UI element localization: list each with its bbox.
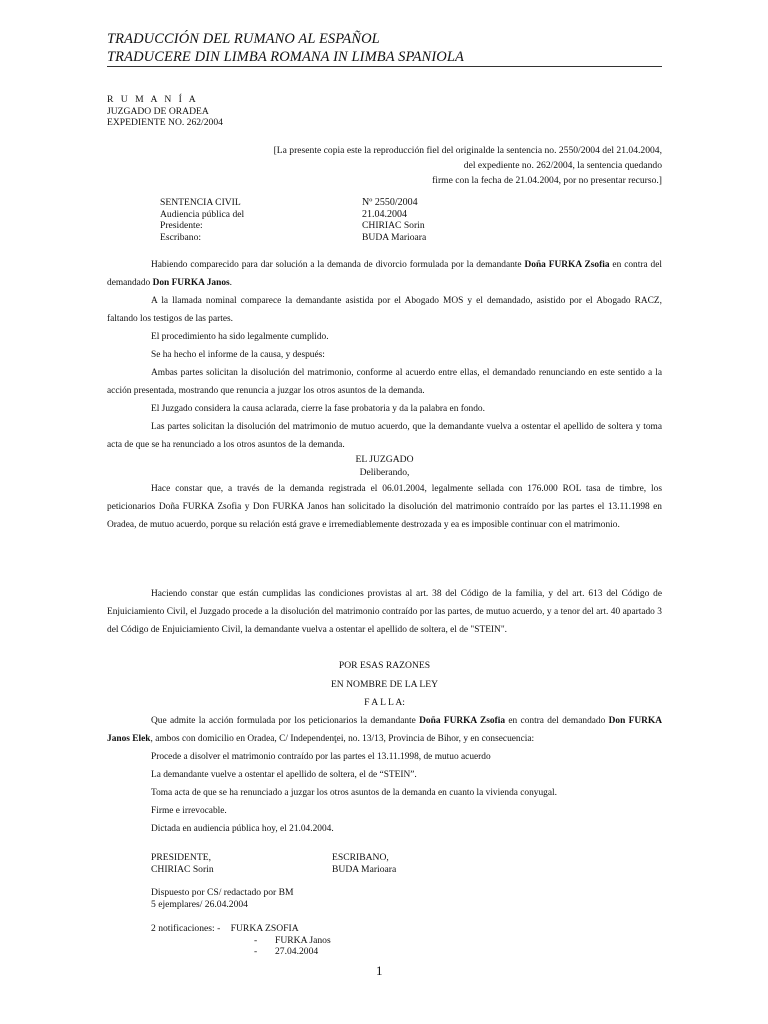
clerk-signature	[332, 852, 396, 875]
paragraph-7: Las partes solicitan la disolución del matrimonio de mutuo acuerdo, que la demandante vuelva a ostentar el apellido de soltera y toma acta de que se ha renunciado a los otros asuntos de la demanda.	[107, 422, 662, 450]
case-info-label: Escribano:	[160, 231, 202, 243]
case-info-label: Presidente:	[160, 220, 203, 231]
paragraph-8: Hace constar que, a través de la demanda registrada el 06.01.2004, legalmente sellada con 176.000 ROL tasa de timbre, los peticionarios Doña FURKA Zsofia y Don FURKA Janos han solicitado la disolución del matrimonio contraído por las partes el 13.11.1998 en Oradea, de mutuo acuerdo, porque su relación está grave e irremediablemente destrozada y ea es imposible continuar con el matrimonio.	[107, 484, 662, 530]
drafted-by: Dispuesto por CS/ redactado por BM	[151, 887, 294, 898]
case-info-value: Nº 2550/2004	[362, 197, 418, 208]
list-dash: -	[254, 946, 258, 957]
deliberating-label: Deliberando,	[359, 467, 410, 478]
reasons-heading: POR ESAS RAZONES	[338, 660, 431, 671]
party-name: Don FURKA Janos Elek	[107, 716, 662, 744]
president-title: PRESIDENTE,	[151, 852, 211, 863]
copy-note-line-3: firme con la fecha de 21.04.2004, por no presentar recurso.]	[432, 175, 662, 186]
notification-row	[151, 935, 451, 947]
case-info-label: Audiencia pública del	[160, 208, 245, 220]
court-heading: EL JUZGADO	[355, 454, 414, 465]
paragraph-5: Ambas partes solicitan la disolución del matrimonio, conforme al acuerdo entre ellas, el demandado renunciando en este sentido a la acción presentada, mostrando que renuncia a juzgar los otros asuntos de la demanda.	[107, 368, 662, 396]
paragraph-2: A la llamada nominal comparece la demandante asistida por el Abogado MOS y el demandado, asistido por el Abogado RACZ, faltando los testigos de las partes.	[107, 296, 662, 324]
case-info-label: SENTENCIA CIVIL	[160, 197, 241, 208]
case-info-value: BUDA Marioara	[362, 231, 427, 243]
case-info-row	[160, 197, 500, 209]
ruling-heading: F A L L A:	[364, 697, 405, 708]
party-name: Don FURKA Janos	[152, 278, 230, 288]
case-info-value: 21.04.2004	[362, 208, 407, 220]
court-file: EXPEDIENTE NO. 262/2004	[107, 117, 223, 128]
notification-row	[151, 923, 451, 935]
translation-header	[107, 30, 662, 66]
case-info-value: CHIRIAC Sorin	[362, 220, 425, 231]
paragraph-11: Procede a disolver el matrimonio contraído por las partes el 13.11.1998, de mutuo acuerdo	[151, 752, 491, 762]
copy-note-line-1: [La presente copia este la reproducción fiel del originalde la sentencia no. 2550/2004 del 21.04.2004,	[273, 145, 662, 156]
law-heading: EN NOMBRE DE LA LEY	[330, 679, 439, 690]
paragraph-14: Firme e irrevocable.	[151, 806, 227, 816]
copy-note-line-2: del expediente no. 262/2004, la sentencia quedando	[463, 160, 662, 171]
case-info-row	[160, 232, 500, 244]
paragraph-4: Se ha hecho el informe de la causa, y después:	[151, 350, 325, 360]
paragraph-3: El procedimiento ha sido legalmente cumplido.	[151, 332, 329, 342]
paragraph-6: El Juzgado considera la causa aclarada, cierre la fase probatoria y da la palabra en fondo.	[151, 404, 485, 414]
paragraph-1	[107, 256, 662, 292]
drafting-note	[151, 887, 294, 910]
text: .	[229, 278, 233, 288]
list-dash: -	[254, 934, 258, 946]
notification-row	[151, 946, 451, 958]
court-block	[107, 94, 223, 129]
text: , ambos con domicilio en Oradea, C/ Independenţei, no. 13/13, Provincia de Bihor, y en consecuencia:	[150, 734, 535, 744]
copies-count: 5 ejemplares/ 26.04.2004	[151, 898, 248, 910]
text: en contra del demandado	[107, 260, 662, 288]
notification-date: 27.04.2004	[275, 946, 319, 957]
case-info-row	[160, 209, 500, 221]
case-info	[160, 197, 500, 243]
header-line-1: TRADUCCIÓN DEL RUMANO AL ESPAÑOL	[107, 31, 380, 47]
court-country: R U M A N Í A	[107, 94, 199, 105]
notifications	[151, 923, 451, 958]
notification-recipient: FURKA Janos	[275, 934, 331, 946]
text: Que admite la acción formulada por los peticionarios la demandante	[151, 716, 420, 726]
copy-note	[200, 143, 662, 188]
page-number: 1	[376, 963, 383, 978]
clerk-name: BUDA Marioara	[332, 863, 397, 875]
notifications-label: 2 notificaciones: -	[151, 923, 221, 934]
case-info-row	[160, 220, 500, 232]
header-divider	[107, 66, 662, 67]
paragraph-12: La demandante vuelve a ostentar el apellido de soltera, el de “STEIN”.	[151, 770, 417, 780]
header-line-2: TRADUCERE DIN LIMBA ROMANA IN LIMBA SPANIOLA	[107, 49, 464, 65]
party-name: Doña FURKA Zsofia	[524, 260, 610, 270]
clerk-title: ESCRIBANO,	[332, 852, 389, 863]
party-name: Doña FURKA Zsofia	[419, 716, 506, 726]
court-name: JUZGADO DE ORADEA	[107, 105, 209, 117]
paragraph-10	[107, 712, 662, 748]
paragraph-13: Toma acta de que se ha renunciado a juzgar los otros asuntos de la demanda en cuanto la vivienda conyugal.	[151, 788, 557, 798]
notification-recipient: FURKA ZSOFIA	[230, 923, 299, 934]
text: Habiendo comparecido para dar solución a la demanda de divorcio formulada por la demandante	[151, 260, 525, 270]
paragraph-15: Dictada en audiencia pública hoy, el 21.04.2004.	[151, 824, 334, 834]
paragraph-9: Haciendo constar que están cumplidas las condiciones provistas al art. 38 del Código de la familia, y del art. 613 del Código de Enjuiciamiento Civil, el Juzgado procede a la disolución del matrimonio contraído por las partes, de mutuo acuerdo, y a tenor del art. 40 apartado 3 del Código de Enjuiciamiento Civil, la demandante vuelva a ostentar el apellido de soltera, el de "STEIN".	[107, 589, 662, 635]
text: en contra del demandado	[505, 716, 609, 726]
president-signature	[151, 852, 214, 875]
president-name: CHIRIAC Sorin	[151, 863, 214, 875]
